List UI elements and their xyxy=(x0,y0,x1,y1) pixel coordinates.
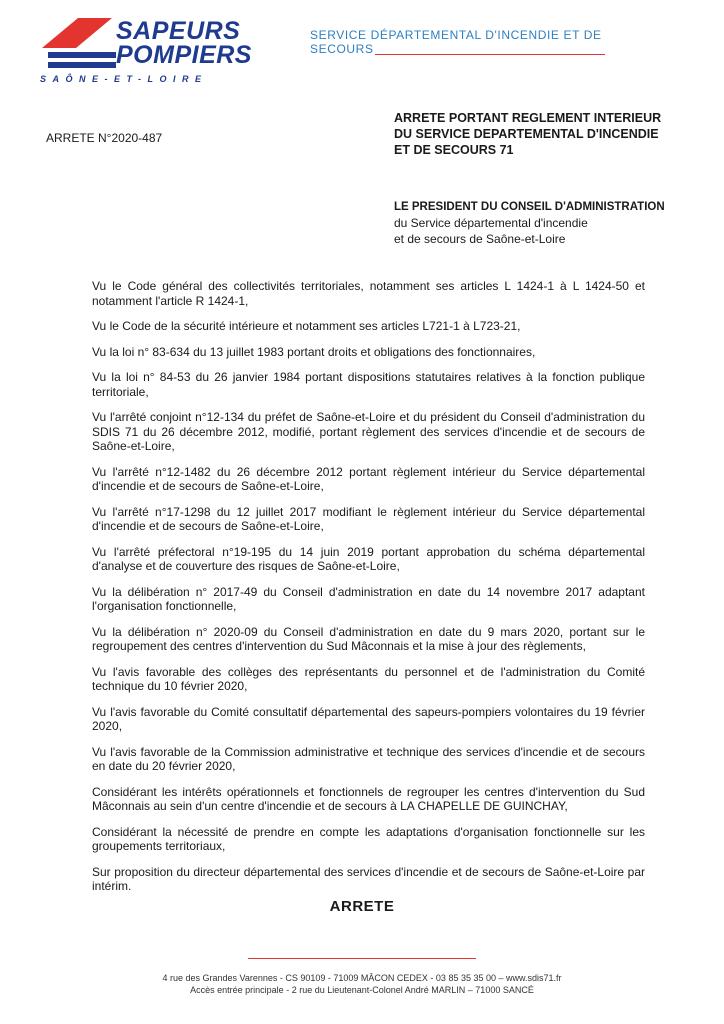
visa-paragraph: Vu la loi n° 84-53 du 26 janvier 1984 portant dispositions statutaires relatives à la fonction publique territoriale, xyxy=(92,370,645,399)
visa-paragraph: Vu le Code général des collectivités territoriales, notamment ses articles L 1424-1 à L 1424-50 et notamment l'article R 1424-1, xyxy=(92,279,645,308)
title-line: ET DE SECOURS 71 xyxy=(394,143,514,157)
service-header: SERVICE DÉPARTEMENTAL D'INCENDIE ET DE SECOURS xyxy=(310,28,602,56)
visa-paragraph: Vu la délibération n° 2020-09 du Conseil d'administration en date du 9 mars 2020, portant sur le regroupement des centres d'intervention du Sud Mâconnais et la mise à jour des règlements, xyxy=(92,624,645,653)
president-subtitle: et de secours de Saône-et-Loire xyxy=(394,232,566,246)
proposal-paragraph: Sur proposition du directeur départemental des services d'incendie et de secours de Saône-et-Loire par intérim. xyxy=(92,864,645,893)
visa-paragraph: Vu l'avis favorable des collèges des représentants du personnel et de l'administration du Comité technique du 10 février 2020, xyxy=(92,664,645,693)
visa-paragraph: Vu le Code de la sécurité intérieure et notamment ses articles L721-1 à L723-21, xyxy=(92,319,521,333)
president-block xyxy=(394,199,704,247)
consideration-paragraph: Considérant les intérêts opérationnels et fonctionnels de regrouper les centres d'intervention du Sud Mâconnais au sein d'un centre d'incendie et de secours à LA CHAPELLE DE GUINCHAY, xyxy=(92,784,645,813)
president-title: LE PRESIDENT DU CONSEIL D'ADMINISTRATION xyxy=(394,201,665,213)
visa-paragraph: Vu la délibération n° 2017-49 du Conseil d'administration en date du 14 novembre 2017 adaptant l'organisation fonctionnelle, xyxy=(92,584,645,613)
president-subtitle: du Service départemental d'incendie xyxy=(394,216,588,230)
title-line: ARRETE PORTANT REGLEMENT INTERIEUR xyxy=(394,111,662,125)
arrete-title xyxy=(394,110,694,158)
logo-text-region: SAÔNE-ET-LOIRE xyxy=(40,74,208,84)
logo-text-sapeurs: SAPEURS xyxy=(116,17,241,45)
header-divider xyxy=(375,54,605,55)
flame-stripes-icon xyxy=(40,18,120,74)
visas-list xyxy=(92,279,645,905)
title-line: DU SERVICE DEPARTEMENTAL D'INCENDIE xyxy=(394,127,659,141)
footer-line: Accès entrée principale - 2 rue du Lieutenant-Colonel André MARLIN – 71000 SANCÉ xyxy=(190,985,534,995)
visa-paragraph: Vu la loi n° 83-634 du 13 juillet 1983 portant droits et obligations des fonctionnaires, xyxy=(92,344,536,359)
visa-paragraph: Vu l'avis favorable de la Commission administrative et technique des services d'incendie et de secours en date du 20 février 2020, xyxy=(92,744,645,773)
arrete-number: ARRETE N°2020-487 xyxy=(46,131,163,145)
consideration-paragraph: Considérant la nécessité de prendre en compte les adaptations d'organisation fonctionnelle sur les groupements territoriaux, xyxy=(92,824,645,853)
visa-paragraph: Vu l'arrêté préfectoral n°19-195 du 14 juin 2019 portant approbation du schéma départemental d'analyse et de couverture des risques de Saône-et-Loire, xyxy=(92,544,645,573)
decision-heading: ARRETE xyxy=(329,898,395,915)
visa-paragraph: Vu l'avis favorable du Comité consultatif départemental des sapeurs-pompiers volontaires du 19 février 2020, xyxy=(92,704,645,733)
footer-address xyxy=(0,972,724,996)
visa-paragraph: Vu l'arrêté conjoint n°12-134 du préfet de Saône-et-Loire et du président du Conseil d'administration du SDIS 71 du 26 décembre 2012, modifié, portant règlement des services d'incendie et de secours de Saône-et-Loire, xyxy=(92,410,645,453)
logo-text-pompiers: POMPIERS xyxy=(116,41,252,69)
sdis-logo xyxy=(40,17,252,90)
footer-line: 4 rue des Grandes Varennes - CS 90109 - 71009 MÂCON CEDEX - 03 85 35 35 00 – www.sdis71.fr xyxy=(162,973,562,983)
footer-divider xyxy=(248,958,476,959)
visa-paragraph: Vu l'arrêté n°12-1482 du 26 décembre 2012 portant règlement intérieur du Service départemental d'incendie et de secours de Saône-et-Loire, xyxy=(92,464,645,493)
visa-paragraph: Vu l'arrêté n°17-1298 du 12 juillet 2017 modifiant le règlement intérieur du Service départemental d'incendie et de secours de Saône-et-Loire, xyxy=(92,504,645,533)
